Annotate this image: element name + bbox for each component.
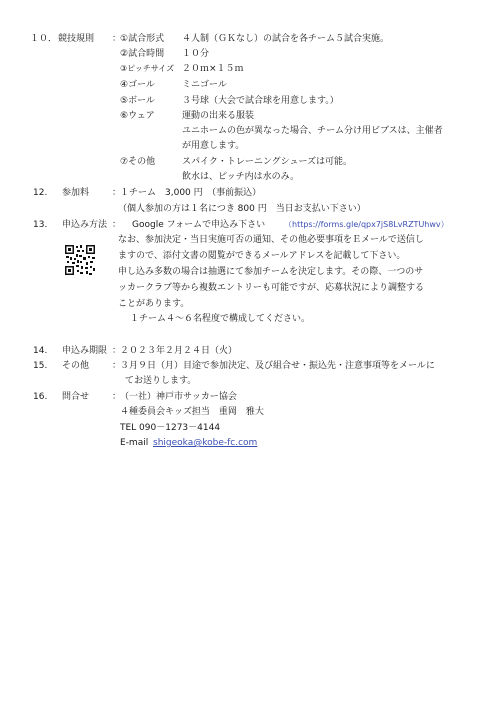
s16-label: 問合せ: [62, 392, 90, 402]
s13-number: 13.: [33, 220, 48, 230]
s15-line-1: ３月９日（月）目途で参加決定、及び組合せ・振込先・注意事項等をメールに: [120, 361, 435, 371]
s14-deadline: ２０２３年２月２４日（火）: [120, 346, 238, 356]
rule-6-key: ⑥ウェア: [120, 111, 155, 121]
form-link[interactable]: （https://forms.gle/qpx7jS8LvRZTUhwv）: [284, 220, 449, 229]
rule-7-key: ⑦その他: [120, 157, 156, 167]
s13-line-3: 申し込み多数の場合は抽選にて参加チームを決定します。その際、一つのサ: [118, 267, 424, 277]
contact-email-link[interactable]: shigeoka@kobe-fc.com: [153, 438, 258, 448]
s15-label: その他: [62, 361, 90, 371]
s13-line-1: なお、参加決定・当日実施可否の通知、その他必要事項をＥメールで送信し: [118, 235, 424, 245]
s12-number: 12.: [33, 188, 48, 198]
contact-email-label: E-mail: [120, 438, 149, 448]
s12-note: （個人参加の方は１名につき 800 円 当日お支払い下さい）: [118, 204, 366, 214]
rule-2-value: １０分: [182, 49, 210, 59]
rule-7-value: スパイク・トレーニングシューズは可能。: [182, 157, 353, 167]
rule-1-value: ４人制（ＧＫなし）の試合を各チーム５試合実施。: [182, 34, 390, 44]
rule-3-value: ２０ｍ×１５ｍ: [182, 64, 244, 74]
s14-colon: ：: [112, 346, 122, 356]
s15-colon: ：: [112, 361, 122, 371]
rule-2-key: ②試合時間: [120, 49, 165, 59]
contact-tel: TEL 090－1273－4144: [120, 423, 221, 433]
wear-note-2: が用意します。: [182, 141, 245, 151]
s16-colon: ：: [112, 392, 122, 402]
rule-3-key: ③ピッチサイズ: [120, 64, 175, 73]
s15-line-2: てお送りします。: [125, 376, 197, 386]
s15-number: 15.: [33, 361, 48, 371]
s13-line-6: １チーム４〜６名程度で構成してください。: [130, 314, 311, 324]
s10-number: １０．: [30, 34, 58, 44]
s13-form-text: Google フォームで申込み下さい: [132, 220, 266, 230]
s12-fee: １チーム 3,000 円 （事前振込）: [120, 188, 262, 198]
wear-note-1: ユニホームの色が異なった場合、チーム分け用ビブスは、主催者: [182, 126, 443, 136]
s14-label: 申込み期限: [62, 346, 108, 356]
contact-org: （一社）神戸市サッカー協会: [120, 392, 237, 402]
rule-1-key: ①試合形式: [120, 34, 165, 44]
s13-line-2: ますので、添付文書の閲覧ができるメールアドレスを記載して下さい。: [118, 251, 406, 261]
rule-5-key: ⑤ボール: [120, 96, 155, 106]
s12-label: 参加料: [62, 188, 90, 198]
rule-6-value: 運動の出来る服装: [182, 111, 255, 121]
s13-line-4: ッカークラブ等から複数エントリーも可能ですが、応募状況により調整する: [118, 283, 425, 293]
rule-4-value: ミニゴール: [182, 80, 227, 90]
s12-colon: ：: [112, 188, 122, 198]
s13-label: 申込み方法: [62, 220, 108, 230]
contact-person: ４種委員会キッズ担当 重岡 雅大: [120, 407, 264, 417]
s10-colon: ：: [112, 34, 122, 44]
rule-5-value: ３号球（大会で試合球を用意します。）: [182, 96, 339, 106]
s16-number: 16.: [33, 392, 48, 402]
s10-label: 競技規則: [58, 34, 95, 44]
s13-colon: ：: [112, 220, 122, 230]
s13-line-5: ことがあります。: [118, 299, 190, 309]
s14-number: 14.: [33, 346, 48, 356]
rule-7-note: 飲水は、ピッチ内は水のみ。: [182, 172, 300, 182]
qr-code-image: [64, 244, 96, 276]
rule-4-key: ④ゴール: [120, 80, 155, 90]
